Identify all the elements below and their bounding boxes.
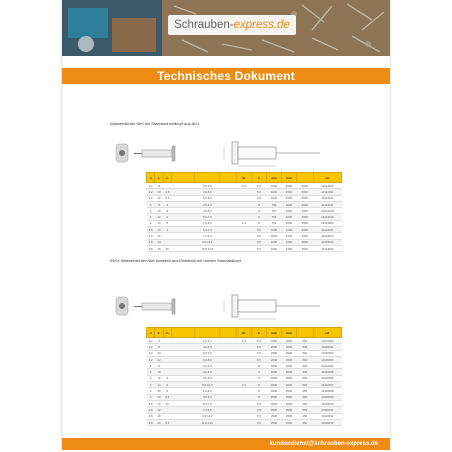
table-cell: 2500 xyxy=(296,239,313,245)
table-cell: 8 xyxy=(163,388,171,394)
table-cell: 250 xyxy=(296,394,313,400)
table-cell: 3,2 xyxy=(236,183,251,189)
table-cell: 3,2 xyxy=(147,344,155,350)
table-cell: 10 xyxy=(155,208,163,214)
table-cell: 1500 xyxy=(281,183,296,189)
table-cell: 13116006 xyxy=(313,375,341,381)
table-cell: 2500 xyxy=(296,245,313,251)
table-cell: 750 xyxy=(266,220,281,226)
table-cell: 12114024 xyxy=(313,245,341,251)
table-cell: 2500 xyxy=(281,407,296,413)
table-cell: 2000 xyxy=(281,375,296,381)
table-cell: 5000 xyxy=(296,183,313,189)
table-cell: 20 xyxy=(155,394,163,400)
column-header: mm xyxy=(281,173,296,183)
table-cell: 4,5 xyxy=(163,189,171,195)
table-cell: 6 xyxy=(155,338,163,344)
table-header-row xyxy=(147,173,342,183)
table-cell: 2500 xyxy=(281,419,296,425)
table-cell: 9,0-11,0 xyxy=(195,239,220,245)
column-header xyxy=(171,173,194,183)
table-cell: 8 xyxy=(251,375,266,381)
table-cell: 6,5 xyxy=(251,356,266,362)
table-cell: 4 xyxy=(147,382,155,388)
table-cell: 5000 xyxy=(296,195,313,201)
table-cell: 6,5 xyxy=(163,195,171,201)
table-cell: 2000 xyxy=(281,356,296,362)
table-cell: 2000 xyxy=(281,338,296,344)
table-cell: 500 xyxy=(296,356,313,362)
table-cell: 1000 xyxy=(266,227,281,233)
table-cell: 4,1 xyxy=(236,220,251,226)
table-cell: 10 xyxy=(155,400,163,406)
column-header xyxy=(220,173,237,183)
table-cell: 7,0-9,0 xyxy=(195,407,220,413)
table-cell: 13116013 xyxy=(313,419,341,425)
table-cell: 4,0-6,0 xyxy=(195,369,220,375)
table-cell: 1000 xyxy=(281,220,296,226)
table-cell: 4,5-6,0 xyxy=(195,350,220,356)
table-cell: 8 xyxy=(251,208,266,214)
table-cell: 1000 xyxy=(266,195,281,201)
table-cell: 4 xyxy=(147,363,155,369)
table-cell: 1,6-4,0 xyxy=(195,388,220,394)
table-cell: 2500 xyxy=(266,413,281,419)
table-cell: 2500 xyxy=(296,233,313,239)
table-cell: 4,8 xyxy=(147,407,155,413)
table-cell xyxy=(236,245,251,251)
table-cell: 4,1 xyxy=(236,382,251,388)
table-cell: 8 xyxy=(155,183,163,189)
hero-banner xyxy=(62,0,390,56)
footer-email[interactable]: kundendienst@schrauben-express.de xyxy=(269,441,378,447)
table-cell: 4,8 xyxy=(147,419,155,425)
table-cell: 1000 xyxy=(266,245,281,251)
table-cell: 2500 xyxy=(266,400,281,406)
column-header: +/- xyxy=(163,328,171,338)
table-cell: 9,5 xyxy=(251,227,266,233)
table-cell: 9,5 xyxy=(251,413,266,419)
table-cell: 12114017 xyxy=(313,201,341,207)
section2-rivet-drawing xyxy=(112,289,332,323)
table-cell: 12 xyxy=(155,375,163,381)
table-cell: 4,8 xyxy=(147,239,155,245)
table-cell: 4 xyxy=(163,227,171,233)
table-cell: 2500 xyxy=(296,227,313,233)
table-cell: 4,5-5,0 xyxy=(195,208,220,214)
table-cell: 2000 xyxy=(281,382,296,388)
table-cell: 12114012 xyxy=(313,195,341,201)
table-cell: 6,5 xyxy=(251,344,266,350)
table-cell: 6,5 xyxy=(251,189,266,195)
table-cell: 2,5-4,0 xyxy=(195,201,220,207)
table-cell: 8 xyxy=(251,220,266,226)
table-cell: 750 xyxy=(266,208,281,214)
table-cell: 9,0-11,0 xyxy=(195,413,220,419)
table-cell: 4,8 xyxy=(147,227,155,233)
table-cell: 9,5 xyxy=(251,400,266,406)
table-cell: 2,5-4,0 xyxy=(195,363,220,369)
column-header xyxy=(195,328,220,338)
table-cell: 3,2 xyxy=(147,189,155,195)
table-cell: 6,5 xyxy=(251,195,266,201)
table-cell: 6,0-8,0 xyxy=(195,195,220,201)
column-header: mm xyxy=(266,173,281,183)
section1-heading: Wasserdichter Niet mit Standardrundkopf aus ALU xyxy=(110,121,200,126)
table-cell: 10 xyxy=(155,350,163,356)
table-cell: 13116012 xyxy=(313,413,341,419)
table-cell: 20 xyxy=(155,419,163,425)
table-cell: 2500 xyxy=(281,394,296,400)
table-cell: 16 xyxy=(155,245,163,251)
column-header: d1 xyxy=(236,328,251,338)
table-cell: 6 xyxy=(163,375,171,381)
column-header: ref xyxy=(313,328,341,338)
table-cell: 2500 xyxy=(266,419,281,425)
table-cell: 4 xyxy=(147,375,155,381)
document-page xyxy=(62,0,390,452)
table-cell: 12114019 xyxy=(313,214,341,220)
column-header: d xyxy=(147,173,155,183)
table-cell: 12114022 xyxy=(313,233,341,239)
table-cell: 5,0-7,0 xyxy=(195,227,220,233)
table-cell: 9,5 xyxy=(251,233,266,239)
table-cell: 8 xyxy=(251,363,266,369)
table-cell: 2000 xyxy=(281,363,296,369)
table-cell: 2500 xyxy=(296,220,313,226)
table-cell: 4000 xyxy=(266,375,281,381)
table-cell: 6,0-8,0 xyxy=(195,375,220,381)
table-cell: 750 xyxy=(266,214,281,220)
table-cell: 250 xyxy=(296,419,313,425)
table-cell: 13116008 xyxy=(313,388,341,394)
table-cell: 4 xyxy=(147,214,155,220)
table-cell: 9,5 xyxy=(251,407,266,413)
table-cell: 9,5 xyxy=(251,239,266,245)
table-cell: 4,8 xyxy=(147,400,155,406)
table-cell: 8 xyxy=(251,394,266,400)
table-cell: 14 xyxy=(155,220,163,226)
table-cell: 1500 xyxy=(281,195,296,201)
table-cell xyxy=(171,419,194,425)
table-cell: 3,2 xyxy=(147,195,155,201)
table-cell: 10 xyxy=(155,369,163,375)
column-header: k xyxy=(251,173,266,183)
table-cell: 1250 xyxy=(281,233,296,239)
table-cell: 250 xyxy=(296,407,313,413)
table-cell: 4 xyxy=(147,220,155,226)
table-cell: 1000 xyxy=(266,189,281,195)
column-header: L xyxy=(155,173,163,183)
column-header: d xyxy=(147,328,155,338)
column-header: +/- xyxy=(163,173,171,183)
table-cell: 13116011 xyxy=(313,407,341,413)
table-cell: 250 xyxy=(296,413,313,419)
table-cell: 10,5-12,5 xyxy=(195,245,220,251)
table-cell: 1250 xyxy=(281,239,296,245)
table-cell: 6,5 xyxy=(251,183,266,189)
logo-text-domain: express.de xyxy=(233,19,290,31)
table-cell: 3,2 xyxy=(147,356,155,362)
logo-text-main: Schrauben- xyxy=(174,19,234,31)
column-header xyxy=(195,173,220,183)
table-cell: 9,5 xyxy=(163,419,171,425)
table-cell: 4,8 xyxy=(147,413,155,419)
table-cell: 250 xyxy=(296,400,313,406)
table-cell xyxy=(220,245,237,251)
table-cell: 8 xyxy=(251,388,266,394)
table-cell: 13116003 xyxy=(313,356,341,362)
table-cell: 2500 xyxy=(281,388,296,394)
table-cell: 250 xyxy=(296,388,313,394)
table-cell: 2000 xyxy=(266,350,281,356)
table-cell: 5,0-7,0 xyxy=(195,400,220,406)
table-cell: 1250 xyxy=(281,227,296,233)
table-cell: 1000 xyxy=(281,208,296,214)
table-cell: 1000 xyxy=(266,239,281,245)
table-cell: 13116002 xyxy=(313,350,341,356)
table-cell: 3,2 xyxy=(147,183,155,189)
section2-spec-table xyxy=(146,327,342,426)
table-cell: 16 xyxy=(155,413,163,419)
table-cell: 1000 xyxy=(281,201,296,207)
table-cell: 6,5 xyxy=(251,350,266,356)
table-cell: 2000 xyxy=(281,369,296,375)
table-cell xyxy=(236,419,251,425)
table-cell: 12114021 xyxy=(313,227,341,233)
table-cell: 13116005 xyxy=(313,369,341,375)
table-cell: 4,8 xyxy=(147,245,155,251)
table-cell: 12114018 xyxy=(313,208,341,214)
table-cell: 12 xyxy=(155,356,163,362)
table-cell: 500 xyxy=(296,344,313,350)
table-cell: 11,0-13,0 xyxy=(195,419,220,425)
table-cell: 8 xyxy=(155,201,163,207)
column-header xyxy=(220,328,237,338)
table-cell: 2000 xyxy=(266,338,281,344)
table-cell: 500 xyxy=(296,369,313,375)
table-cell: 14 xyxy=(155,239,163,245)
table-cell: 500 xyxy=(296,382,313,388)
table-cell: 12114023 xyxy=(313,239,341,245)
table-cell: 6 xyxy=(163,382,171,388)
table-cell: 7,0-9,0 xyxy=(195,220,220,226)
table-cell: 13116001 xyxy=(313,344,341,350)
table-cell: 8 xyxy=(251,214,266,220)
table-cell: 500 xyxy=(296,363,313,369)
table-cell: 1,0-3,0 xyxy=(195,338,220,344)
table-cell: 3,3 xyxy=(236,338,251,344)
table-cell: 7,0-9,0 xyxy=(195,233,220,239)
table-cell: 2500 xyxy=(281,400,296,406)
table-cell: 12114020 xyxy=(313,220,341,226)
page-title: Technisches Dokument xyxy=(62,68,390,84)
table-cell: 4 xyxy=(147,208,155,214)
table-cell: 6,0-8,0 xyxy=(195,356,220,362)
table-header-row xyxy=(147,328,342,338)
table-cell: 2000 xyxy=(281,344,296,350)
table-cell: 1000 xyxy=(266,233,281,239)
table-cell: 1000 xyxy=(266,183,281,189)
table-cell: 10 xyxy=(163,245,171,251)
column-header: mm xyxy=(266,328,281,338)
table-cell: 2500 xyxy=(296,201,313,207)
table-cell: 4 xyxy=(147,369,155,375)
table-cell: 4,8 xyxy=(147,233,155,239)
table-cell: 500 xyxy=(296,375,313,381)
table-cell: 8,5 xyxy=(163,394,171,400)
table-cell: 750 xyxy=(266,201,281,207)
table-cell: 5,0-7,0 xyxy=(195,214,220,220)
table-cell: 12 xyxy=(155,407,163,413)
section2-heading: INOX Wasserdichter Niet komplett aus Edelstahl mit runden Standardkopf xyxy=(110,258,241,263)
table-cell: 6 xyxy=(163,214,171,220)
table-cell: 4 xyxy=(147,388,155,394)
table-cell: 13116004 xyxy=(313,363,341,369)
table-cell: 2500 xyxy=(281,413,296,419)
table-cell: 2000 xyxy=(266,344,281,350)
brand-logo xyxy=(168,15,296,35)
table-cell: 13116000 xyxy=(313,338,341,344)
table-cell: 6,5 xyxy=(251,338,266,344)
table-cell: 9,5 xyxy=(251,245,266,251)
section1-spec-table xyxy=(146,172,342,252)
table-cell: 1000 xyxy=(281,214,296,220)
table-cell: 8 xyxy=(155,363,163,369)
table-cell: 4 xyxy=(147,201,155,207)
table-cell: 12114011 xyxy=(313,189,341,195)
table-cell: 4000 xyxy=(266,382,281,388)
table-cell: 13116009 xyxy=(313,394,341,400)
table-cell: 2000 xyxy=(266,356,281,362)
table-cell: 500 xyxy=(296,350,313,356)
column-header xyxy=(296,173,313,183)
table-cell: 5000 xyxy=(296,189,313,195)
table-cell: 4,0-6,0 xyxy=(195,189,220,195)
section1-rivet-drawing xyxy=(112,136,332,170)
table-cell: 2,5-4,0 xyxy=(195,183,220,189)
table-cell: 14 xyxy=(155,382,163,388)
table-cell: 5 xyxy=(163,208,171,214)
table-cell: 13116010 xyxy=(313,400,341,406)
table-cell: 13116007 xyxy=(313,382,341,388)
column-header: ref xyxy=(313,173,341,183)
table-cell: 10 xyxy=(155,189,163,195)
column-header: mm xyxy=(281,328,296,338)
table-cell: 8 xyxy=(251,201,266,207)
column-header: d1 xyxy=(236,173,251,183)
table-cell xyxy=(220,419,237,425)
table-cell: 2500 xyxy=(296,214,313,220)
table-cell: 8 xyxy=(155,344,163,350)
table-cell xyxy=(171,245,194,251)
table-cell: 3,2 xyxy=(147,338,155,344)
table-cell: 12 xyxy=(155,233,163,239)
table-cell: 4 xyxy=(147,394,155,400)
table-cell: 4000 xyxy=(266,388,281,394)
table-cell: 3,0-5,0 xyxy=(195,394,220,400)
column-header: L xyxy=(155,328,163,338)
table-cell: 1250 xyxy=(281,245,296,251)
table-cell: 2500 xyxy=(266,407,281,413)
table-cell: 9,5 xyxy=(251,419,266,425)
table-cell: 8 xyxy=(251,382,266,388)
table-cell: 3 xyxy=(163,201,171,207)
table-cell: 8,0-10,0 xyxy=(195,382,220,388)
table-row xyxy=(147,245,342,251)
table-cell: 12114010 xyxy=(313,183,341,189)
page-footer xyxy=(62,438,390,450)
table-row xyxy=(147,419,342,425)
table-cell: 3,2 xyxy=(147,350,155,356)
table-cell: 2500 xyxy=(296,208,313,214)
table-cell: 10 xyxy=(163,400,171,406)
table-cell: 8 xyxy=(251,369,266,375)
table-cell: 10 xyxy=(155,227,163,233)
table-cell: 500 xyxy=(296,338,313,344)
table-cell: 8 xyxy=(163,220,171,226)
column-header: k xyxy=(251,328,266,338)
table-cell: 12 xyxy=(155,195,163,201)
column-header xyxy=(171,328,194,338)
table-cell: 12 xyxy=(155,214,163,220)
column-header xyxy=(296,328,313,338)
table-cell: 4000 xyxy=(266,363,281,369)
table-cell: 1500 xyxy=(281,189,296,195)
table-cell: 2500 xyxy=(266,394,281,400)
table-cell: 2000 xyxy=(281,350,296,356)
table-cell: 4000 xyxy=(266,369,281,375)
table-cell: 3,0-4,5 xyxy=(195,344,220,350)
table-cell: 16 xyxy=(155,388,163,394)
